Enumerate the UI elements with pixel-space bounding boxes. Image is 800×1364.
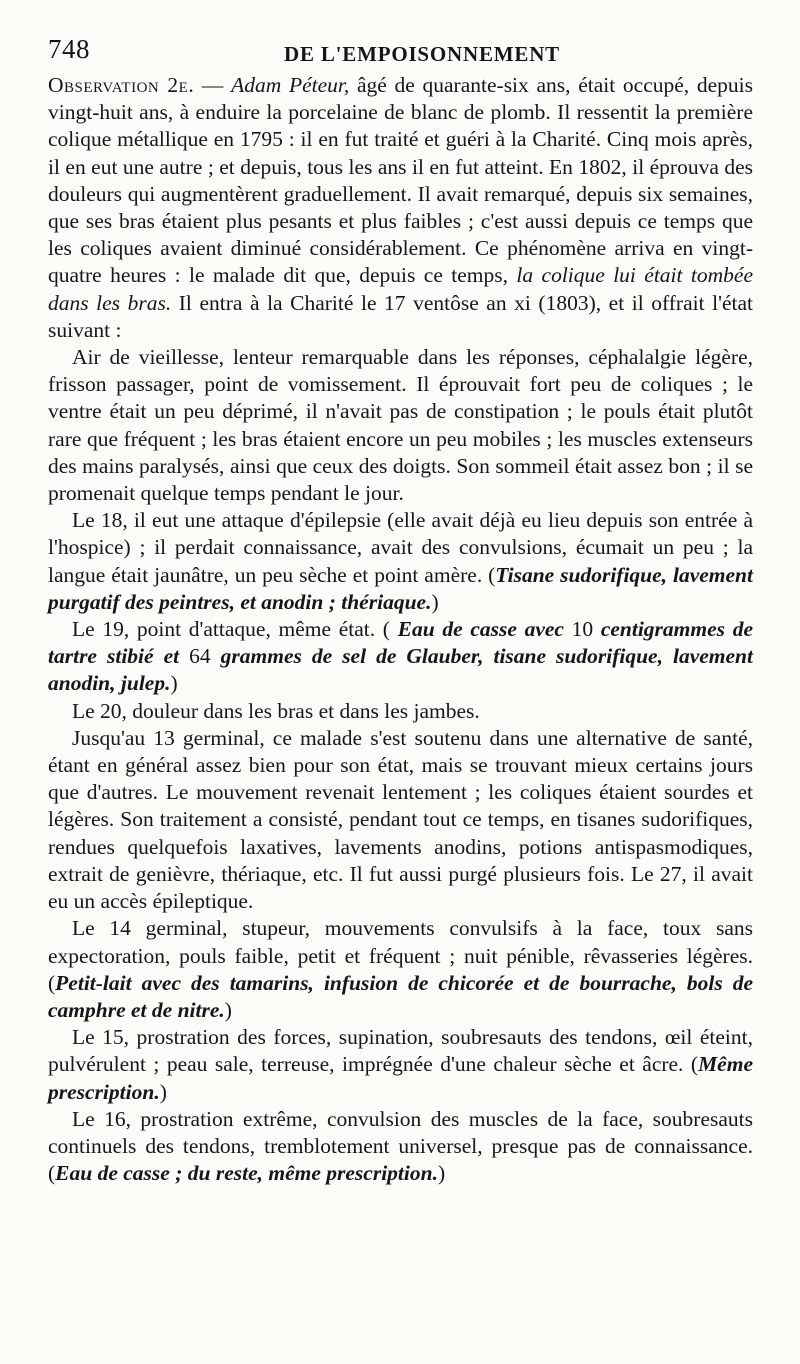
page-header bbox=[48, 34, 760, 74]
text-segment: Le 16, prostration extrême, convulsion des muscles de la face, soubresauts continuels des tendons, tremblotement universel, presque pas de connaissance. ( bbox=[48, 1106, 753, 1186]
paragraph-germinal-14 bbox=[48, 915, 753, 1024]
text-segment: Le 15, prostration des forces, supination, soubresauts des tendons, œil éteint, pulvérulent ; peau sale, terreuse, imprégnée d'une chaleur sèche et âcre. ( bbox=[48, 1025, 753, 1077]
paragraph-germinal-16 bbox=[48, 1106, 753, 1188]
text-segment: Jusqu'au 13 germinal, ce malade s'est soutenu dans une alternative de santé, étant en général assez bien pour son état, mais se trouvant mieux certains jours que d'autres. Le mouvement revenait lentement ; les coliques étaient sourdes et légères. Son traitement a consisté, pendant tout ce temps, en tisanes sudorifiques, rendues quelquefois laxatives, lavements anodins, potions antispasmodiques, extrait de genièvre, thériaque, etc. Il fut aussi purgé plusieurs fois. Le 27, il avait eu un accès épileptique. bbox=[48, 725, 753, 914]
text-segment-bi: Eau de casse avec bbox=[397, 617, 564, 642]
text-segment: ) bbox=[431, 589, 439, 614]
text-segment-bi: Tisane sudorifique, lavement purgatif des peintres, et anodin ; thériaque. bbox=[48, 562, 753, 614]
text-segment-it: la colique lui était tombée dans les bras. bbox=[48, 263, 753, 315]
text-segment: ) bbox=[224, 997, 232, 1022]
text-segment-bi: Même prescription. bbox=[48, 1052, 753, 1104]
paragraph-clinical-state bbox=[48, 344, 753, 507]
paragraph-until-germinal-13 bbox=[48, 725, 753, 915]
running-title: DE L'EMPOISONNEMENT bbox=[284, 42, 560, 66]
page-body bbox=[48, 72, 753, 1187]
text-segment-bi: grammes de sel de Glauber, tisane sudorifique, lavement anodin, julep. bbox=[48, 644, 753, 696]
text-segment: Le 20, douleur dans les bras et dans les jambes. bbox=[72, 698, 480, 723]
paragraph-day-20 bbox=[48, 698, 753, 725]
text-segment: 10 bbox=[563, 617, 601, 642]
text-segment: âgé de quarante-six ans, était occupé, depuis vingt-huit ans, à enduire la porcelaine de blanc de plomb. Il ressentit la première colique métallique en 1795 : il en fut traité et guéri à la Charité. Cinq mois après, il en eut une autre ; et depuis, tous les ans il en fut atteint. En 1802, il éprouva des douleurs qui augmentèrent graduellement. Il avait remarqué, depuis six semaines, que ses bras étaient plus pesants et plus faibles ; c'est aussi depuis ce temps que les coliques avaient diminué considérablement. Ce phénomène arriva en vingt-quatre heures : le malade dit que, depuis ce temps, bbox=[48, 73, 753, 288]
text-segment: 64 bbox=[179, 644, 221, 669]
text-segment: Le 19, point d'attaque, même état. ( bbox=[72, 617, 398, 642]
paragraph-germinal-15 bbox=[48, 1024, 753, 1106]
text-segment-bi: Petit-lait avec des tamarins, infusion de chicorée et de bourrache, bols de camphre et de nitre. bbox=[48, 970, 753, 1022]
text-segment-it: Adam Péteur, bbox=[231, 73, 350, 97]
text-segment: ) bbox=[170, 671, 178, 696]
paragraph-day-19 bbox=[48, 616, 753, 698]
text-segment-sc: Observation 2e. bbox=[48, 73, 195, 97]
text-segment: Le 14 germinal, stupeur, mouvements convulsifs à la face, toux sans expectoration, pouls faible, petit et fréquent ; nuit pénible, rêvasseries légères. ( bbox=[48, 916, 753, 995]
text-segment: — bbox=[194, 73, 232, 97]
text-segment-bi: Eau de casse ; du reste, même prescription. bbox=[55, 1161, 438, 1186]
paragraph-observation bbox=[48, 72, 753, 344]
text-segment: Air de vieillesse, lenteur remarquable dans les réponses, céphalalgie légère, frisson passager, point de vomissement. Il éprouvait fort peu de coliques ; le ventre était un peu déprimé, il n'avait pas de constipation ; le pouls était plutôt rare que fréquent ; les bras étaient encore un peu mobiles ; les muscles extenseurs des mains paralysés, ainsi que ceux des doigts. Son sommeil était assez bon ; il se promenait quelque temps pendant le jour. bbox=[48, 345, 753, 506]
text-segment: ) bbox=[159, 1079, 167, 1104]
text-segment: ) bbox=[437, 1161, 446, 1186]
paragraph-day-18 bbox=[48, 507, 753, 616]
page-number: 748 bbox=[48, 34, 90, 64]
text-segment-bi: centigrammes de tartre stibié et bbox=[48, 617, 753, 669]
text-segment: Il entra à la Charité le 17 ventôse an xi (1803), et il offrait l'état suivant : bbox=[48, 290, 753, 342]
text-segment: Le 18, il eut une attaque d'épilepsie (elle avait déjà eu lieu depuis son entrée à l'hospice) ; il perdait connaissance, avait des convulsions, écumait un peu ; la langue était jaunâtre, un peu sèche et point amère. ( bbox=[48, 508, 753, 587]
